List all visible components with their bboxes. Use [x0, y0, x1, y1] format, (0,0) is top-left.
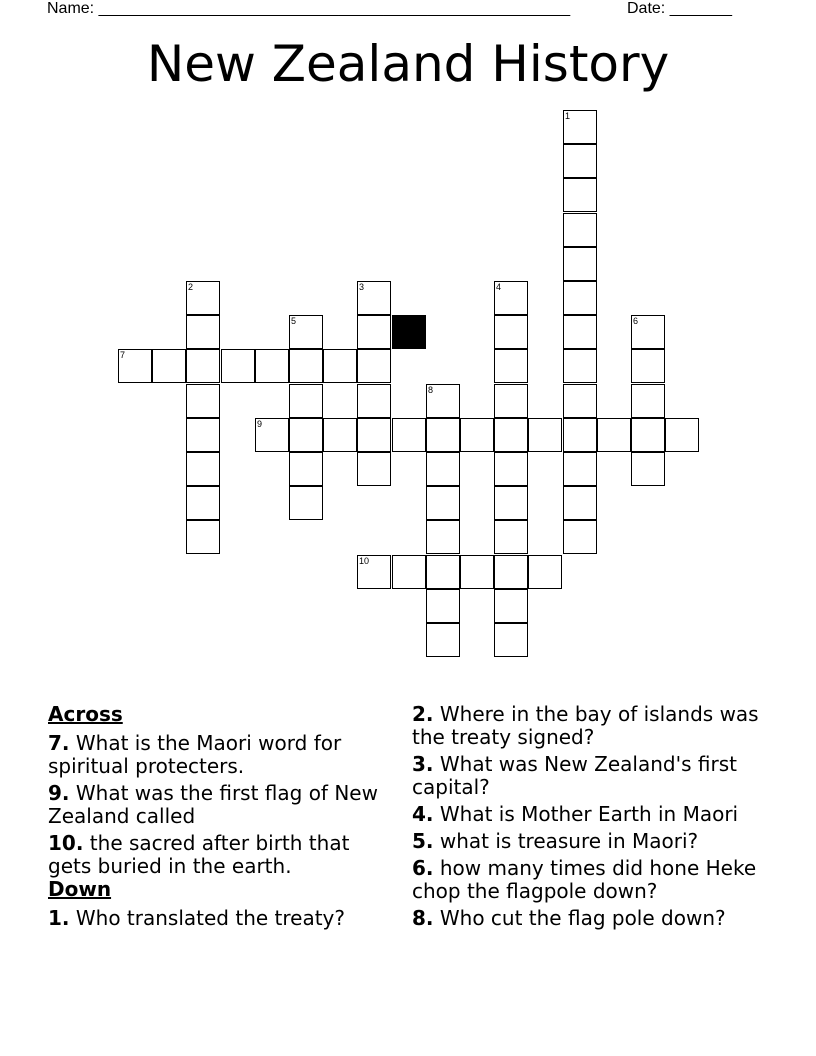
- grid-cell[interactable]: [563, 452, 597, 486]
- cell-number: 5: [291, 316, 297, 326]
- grid-cell[interactable]: [563, 247, 597, 281]
- grid-cell[interactable]: [528, 555, 562, 589]
- grid-cell[interactable]: [323, 418, 357, 452]
- cell-number: 2: [188, 282, 194, 292]
- clue-text: what is treasure in Maori?: [439, 829, 699, 853]
- down-heading: Down: [48, 877, 112, 901]
- grid-cell[interactable]: [289, 452, 323, 486]
- grid-cell[interactable]: [426, 486, 460, 520]
- clue-number: 9.: [48, 781, 70, 805]
- clue-number: 5.: [412, 829, 434, 853]
- clue-text: What was New Zealand's first capital?: [412, 752, 737, 799]
- clue-text: Who translated the treaty?: [75, 906, 346, 930]
- cell-number: 10: [359, 556, 370, 566]
- grid-cell[interactable]: [631, 418, 665, 452]
- cell-number: 6: [633, 316, 639, 326]
- grid-cell[interactable]: [563, 418, 597, 452]
- grid-cell[interactable]: [186, 418, 220, 452]
- clue-text: how many times did hone Heke chop the flagpole down?: [412, 856, 757, 903]
- grid-cell[interactable]: [597, 418, 631, 452]
- grid-cell[interactable]: [563, 315, 597, 349]
- grid-cell[interactable]: [460, 418, 494, 452]
- grid-cell[interactable]: [563, 213, 597, 247]
- grid-cell[interactable]: [357, 281, 391, 315]
- date-field[interactable]: Date: _______: [627, 0, 732, 17]
- grid-cell[interactable]: [426, 418, 460, 452]
- clue-down-1: [48, 907, 388, 930]
- grid-cell[interactable]: [289, 315, 323, 349]
- grid-cell[interactable]: [460, 555, 494, 589]
- cell-number: 1: [565, 111, 571, 121]
- grid-cell[interactable]: [426, 623, 460, 657]
- grid-cell[interactable]: [221, 349, 255, 383]
- grid-cell[interactable]: [152, 349, 186, 383]
- grid-cell[interactable]: [426, 589, 460, 623]
- grid-cell[interactable]: [631, 349, 665, 383]
- grid-cell[interactable]: [563, 520, 597, 554]
- grid-cell[interactable]: [392, 555, 426, 589]
- clue-down-2: [412, 703, 762, 749]
- grid-cell[interactable]: [392, 418, 426, 452]
- grid-cell[interactable]: [255, 418, 289, 452]
- clue-text: the sacred after birth that gets buried in the earth.: [48, 831, 350, 878]
- grid-cell[interactable]: [186, 452, 220, 486]
- page-title: New Zealand History: [146, 35, 670, 93]
- clue-number: 1.: [48, 906, 70, 930]
- grid-cell[interactable]: [255, 349, 289, 383]
- grid-cell[interactable]: [289, 349, 323, 383]
- across-heading: Across: [48, 702, 123, 726]
- clue-number: 6.: [412, 856, 434, 880]
- grid-cell[interactable]: [357, 452, 391, 486]
- grid-cell[interactable]: [357, 349, 391, 383]
- cell-number: 9: [257, 419, 263, 429]
- grid-cell[interactable]: [186, 315, 220, 349]
- grid-cell[interactable]: [563, 178, 597, 212]
- grid-cell[interactable]: [494, 349, 528, 383]
- cell-number: 4: [496, 282, 502, 292]
- grid-cell[interactable]: [528, 418, 562, 452]
- clue-text: Who cut the flag pole down?: [439, 906, 726, 930]
- grid-cell[interactable]: [323, 349, 357, 383]
- clues-column-left: [48, 703, 388, 934]
- clue-down-5: [412, 830, 762, 853]
- grid-cell[interactable]: [494, 315, 528, 349]
- grid-cell[interactable]: [494, 452, 528, 486]
- grid-cell[interactable]: [426, 384, 460, 418]
- clue-across-10: [48, 832, 388, 878]
- clue-down-8: [412, 907, 762, 930]
- clue-text: What is the Maori word for spiritual protecters.: [48, 731, 342, 778]
- grid-cell[interactable]: [357, 418, 391, 452]
- clue-down-4: [412, 803, 762, 826]
- grid-cell[interactable]: [494, 384, 528, 418]
- grid-cell[interactable]: [186, 486, 220, 520]
- grid-cell[interactable]: [357, 384, 391, 418]
- name-field[interactable]: Name: _____________________________________________________: [47, 0, 571, 17]
- clue-across-7: [48, 732, 388, 778]
- clue-number: 4.: [412, 802, 434, 826]
- grid-cell[interactable]: [426, 520, 460, 554]
- grid-cell[interactable]: [563, 144, 597, 178]
- clue-number: 7.: [48, 731, 70, 755]
- grid-cell[interactable]: [665, 418, 699, 452]
- clue-number: 3.: [412, 752, 434, 776]
- grid-cell[interactable]: [563, 349, 597, 383]
- clue-number: 10.: [48, 831, 84, 855]
- grid-cell[interactable]: [426, 555, 460, 589]
- grid-cell[interactable]: [494, 623, 528, 657]
- cell-number: 3: [359, 282, 365, 292]
- grid-cell[interactable]: [631, 384, 665, 418]
- clue-down-6: [412, 857, 762, 903]
- grid-cell[interactable]: [357, 315, 391, 349]
- grid-cell[interactable]: [186, 281, 220, 315]
- grid-cell[interactable]: [494, 589, 528, 623]
- grid-cell[interactable]: [563, 110, 597, 144]
- clues-column-right: [412, 703, 762, 934]
- clue-text: Where in the bay of islands was the treaty signed?: [412, 702, 759, 749]
- clue-text: What was the first flag of New Zealand called: [48, 781, 378, 828]
- grid-cell[interactable]: [494, 520, 528, 554]
- grid-cell[interactable]: [563, 486, 597, 520]
- grid-cell[interactable]: [494, 555, 528, 589]
- black-cell: [392, 315, 426, 349]
- grid-cell[interactable]: [289, 486, 323, 520]
- grid-cell[interactable]: [563, 384, 597, 418]
- grid-cell[interactable]: [631, 452, 665, 486]
- grid-cell[interactable]: [186, 384, 220, 418]
- clue-number: 8.: [412, 906, 434, 930]
- grid-cell[interactable]: [494, 281, 528, 315]
- clue-text: What is Mother Earth in Maori: [439, 802, 739, 826]
- grid-cell[interactable]: [118, 349, 152, 383]
- grid-cell[interactable]: [494, 486, 528, 520]
- grid-cell[interactable]: [494, 418, 528, 452]
- grid-cell[interactable]: [289, 384, 323, 418]
- grid-cell[interactable]: [426, 452, 460, 486]
- clue-across-9: [48, 782, 388, 828]
- grid-cell[interactable]: [186, 349, 220, 383]
- clue-number: 2.: [412, 702, 434, 726]
- grid-cell[interactable]: [631, 315, 665, 349]
- grid-cell[interactable]: [357, 555, 391, 589]
- grid-cell[interactable]: [186, 520, 220, 554]
- grid-cell[interactable]: [289, 418, 323, 452]
- cell-number: 7: [120, 350, 126, 360]
- grid-cell[interactable]: [563, 281, 597, 315]
- clue-down-3: [412, 753, 762, 799]
- cell-number: 8: [428, 385, 434, 395]
